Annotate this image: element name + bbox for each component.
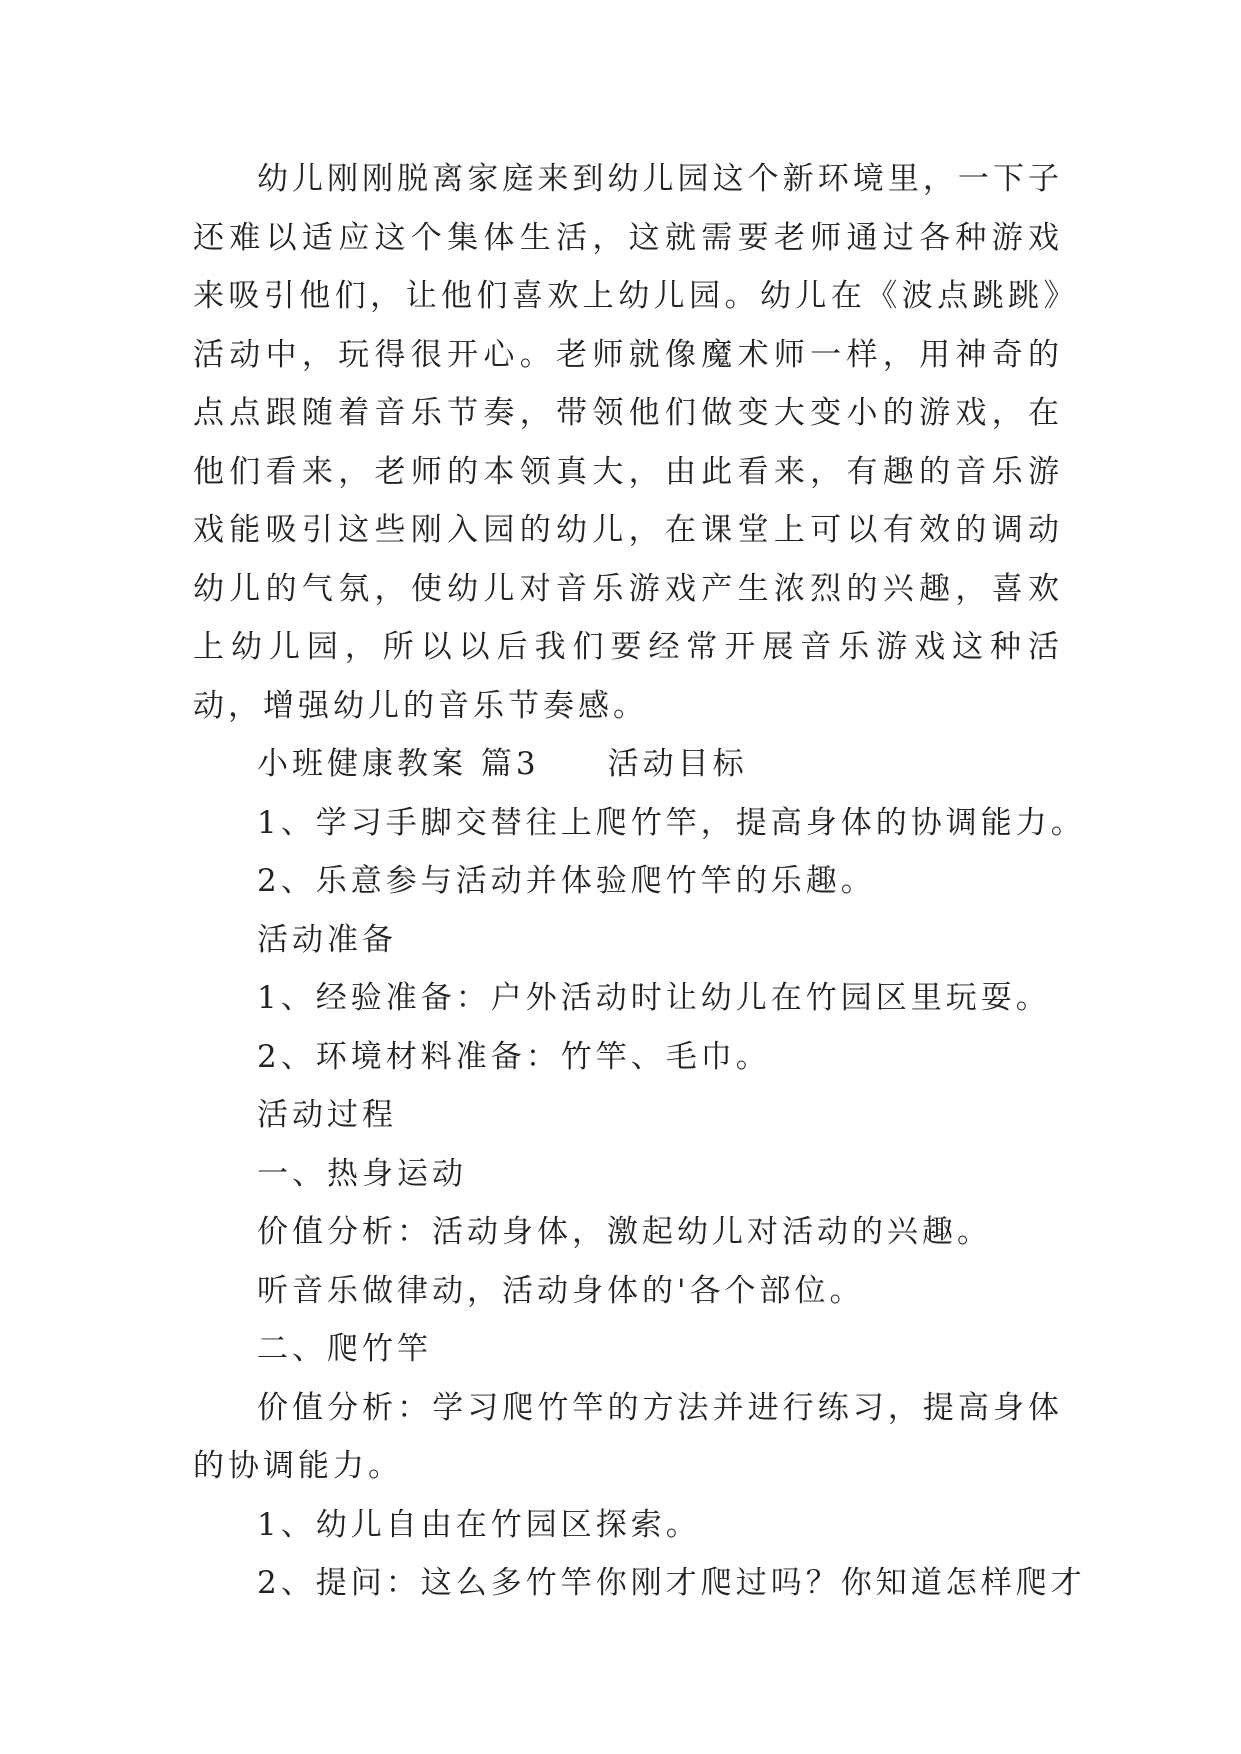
step-2-item-1: 1、幼儿自由在竹园区探索。 [257, 1506, 701, 1543]
goals-heading: 活动目标 [607, 746, 748, 782]
prep-item-1: 1、经验准备：户外活动时让幼儿在竹园区里玩耍。 [257, 980, 1051, 1016]
goal-item-2: 2、乐意参与活动并体验爬竹竿的乐趣。 [257, 863, 876, 899]
step-1-action: 听音乐做律动，活动身体的'各个部位。 [257, 1272, 865, 1309]
prep-heading: 活动准备 [257, 921, 397, 958]
step-1-title: 一、热身运动 [257, 1155, 467, 1192]
process-heading: 活动过程 [257, 1097, 397, 1133]
intro-paragraph: 幼儿刚刚脱离家庭来到幼儿园这个新环境里，一下子还难以适应这个集体生活，这就需要老师通过各种游戏来吸引他们，让他们喜欢上幼儿园。幼儿在《波点跳跳》活动中，玩得很开心。老师就像魔术师一样，用神奇的点点跟随着音乐节奏，带领他们做变大变小的游戏，在他们看来，老师的本领真大，由此看来，有趣的音乐游戏能吸引这些刚入园的幼儿，在课堂上可以有效的调动幼儿的气氛，使幼儿对音乐游戏产生浓烈的兴趣，喜欢上幼儿园，所以以后我们要经常开展音乐游戏这种活动，增强幼儿的音乐节奏感。 [193, 161, 1063, 724]
step-1-value: 价值分析：活动身体，激起幼儿对活动的兴趣。 [257, 1214, 992, 1250]
section-title: 小班健康教案 篇3 [257, 746, 540, 782]
step-2-value: 价值分析：学习爬竹竿的方法并进行练习，提高身体的协调能力。 [193, 1389, 1063, 1484]
goal-item-1: 1、学习手脚交替往上爬竹竿，提高身体的协调能力。 [257, 804, 1086, 841]
step-2-title: 二、爬竹竿 [257, 1331, 432, 1367]
step-2-item-2: 2、提问：这么多竹竿你刚才爬过吗？你知道怎样爬才 [257, 1565, 1086, 1601]
section-heading-line [193, 735, 1063, 794]
document-body [193, 150, 1086, 1613]
prep-item-2: 2、环境材料准备：竹竿、毛巾。 [257, 1038, 771, 1075]
